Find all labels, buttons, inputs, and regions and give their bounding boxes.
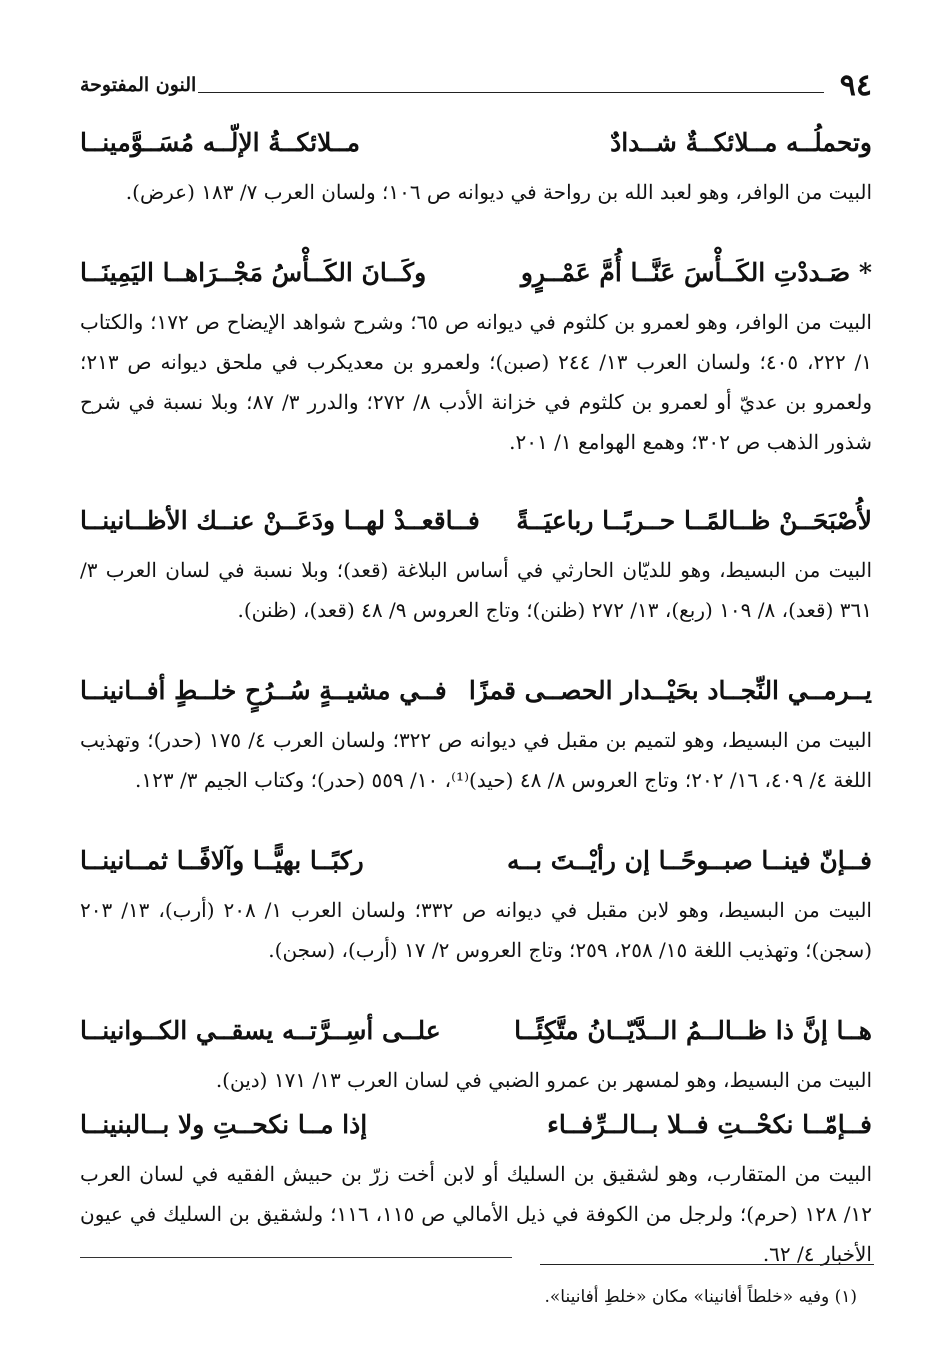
first-hemistich <box>547 1110 872 1139</box>
footnote-rule <box>540 1264 874 1265</box>
first-hemistich-text: هــا إنَّ ذا ظــالــمُ الــدَّيّــانُ متَّكِئًــا <box>514 1016 872 1045</box>
source-note: البيت من البسيط، وهو للديّان الحارثي في أساس البلاغة (قعد)؛ وبلا نسبة في لسان العرب ٣/ ٣٦١ (قعد)، ٨/ ١٠٩ (ربع)، ١٣/ ٢٧٢ (ظنن)؛ وتاج العروس ٩/ ٤٨ (قعد)، (ظنن). <box>80 558 872 622</box>
header-rule <box>198 92 824 93</box>
first-hemistich <box>610 128 872 157</box>
second-hemistich: فــي مشيــةٍ سُــرُحٍ خلــطٍ أفــانينــا <box>80 676 447 705</box>
second-hemistich: مــلائكــةُ الإلّــه مُسَــوَّمينــا <box>80 128 361 157</box>
verse-line <box>80 1110 872 1154</box>
second-hemistich: فــاقعــدْ لهــا ودَعَــنْ عنــك الأظــانينــا <box>80 506 480 535</box>
source-note: البيت من الوافر، وهو لعمرو بن كلثوم في ديوانه ص ٦٥؛ وشرح شواهد الإيضاح ص ١٧٢؛ والكتاب ١/ ٢٢٢، ٤٠٥؛ ولسان العرب ١٣/ ٢٤٤ (صبن)؛ ولعمرو بن معديكرب في ملحق ديوانه ص ٢١٣؛ ولعمرو بن عديّ أو لعمرو بن كلثوم في خزانة الأدب ٨/ ٢٧٢؛ والدرر ٣/ ٨٧؛ وبلا نسبة في شرح شذور الذهب ص ٣٠٢؛ وهمع الهوامع ١/ ٢٠١. <box>80 310 873 454</box>
first-hemistich-text: فــإمّــا نكحْــتِ فــلا بــالــرِّفــاء <box>547 1110 872 1139</box>
first-hemistich-text: يــرمــي النِّجــاد بحَيْــدار الحصــى قمزًا <box>468 676 872 705</box>
verse-entry <box>80 258 872 498</box>
first-hemistich <box>516 506 872 535</box>
verse-line <box>80 676 872 720</box>
source-note: البيت من البسيط، وهو لتميم بن مقبل في ديوانه ص ٣٢٢؛ ولسان العرب ٤/ ١٧٥ (حدر)؛ وتهذيب اللغة ٤/ ٤٠٩، ١٦/ ٢٠٢؛ وتاج العروس ٨/ ٤٨ (حيد)⁽¹⁾، ١٠/ ٥٥٩ (حدر)؛ وكتاب الجيم ٣/ ١٢٣. <box>80 728 873 792</box>
verse-marker: * <box>858 258 872 287</box>
verse-line <box>80 846 872 890</box>
source-note: البيت من المتقارب، وهو لشقيق بن السليك أو لابن أخت زرّ بن حبيش الفقيه في لسان العرب ١٢/ ١٢٨ (حرم)؛ ولرجل من الكوفة في ذيل الأمالي ص ١١٥، ١١٦؛ ولشقيق بن السليك في عيون الأخبار ٤/ ٦٢. <box>80 1162 872 1266</box>
source-note: البيت من الوافر، وهو لعبد الله بن رواحة في ديوانه ص ١٠٦؛ ولسان العرب ٧/ ١٨٣ (عرض). <box>125 180 872 204</box>
text-underline <box>80 1257 512 1258</box>
running-title: النون المفتوحة <box>80 74 197 96</box>
verse-entry <box>80 676 872 836</box>
verse-entry <box>80 1110 872 1270</box>
verse-entry <box>80 1016 872 1106</box>
first-hemistich-text: فــإنّ فينــا صبــوحًــا إن رأيْــتَ بــه <box>507 846 872 875</box>
first-hemistich-text: وتحملُــه مــلائكــةٌ شــدادٌ <box>610 128 872 157</box>
footnote: (١) وفيه «خلطاً أفانينا» مكان «خلطِ أفانينا». <box>544 1287 857 1307</box>
second-hemistich: علــى أسِــرَّتــه يسقــي الكــوانينــا <box>80 1016 441 1045</box>
source-note: البيت من البسيط، وهو لمسهر بن عمرو الضبي في لسان العرب ١٣/ ١٧١ (دين). <box>215 1068 872 1092</box>
first-hemistich <box>507 846 872 875</box>
verse-entry <box>80 506 872 666</box>
first-hemistich-text: صَـددْتِ الكَــأْسَ عَنَّــا أُمَّ عَمْــرٍو <box>520 258 851 287</box>
first-hemistich <box>521 258 872 287</box>
verse-entry <box>80 128 872 248</box>
first-hemistich <box>514 1016 872 1045</box>
verse-line <box>80 506 872 550</box>
first-hemistich-text: لأُصْبَحَــنْ ظــالمًــا حــربًــا رباعيَــةً <box>516 506 872 535</box>
second-hemistich: ركبًــا بهيًّــا وآلافًــا ثمــانينــا <box>80 846 364 875</box>
verse-line <box>80 1016 872 1060</box>
source-note: البيت من البسيط، وهو لابن مقبل في ديوانه ص ٣٣٢؛ ولسان العرب ١/ ٢٠٨ (أرب)، ١٣/ ٢٠٣ (سجن)؛ وتهذيب اللغة ١٥/ ٢٥٨، ٢٥٩؛ وتاج العروس ٢/ ١٧ (أرب)، (سجن). <box>80 898 872 962</box>
verse-line <box>80 258 872 302</box>
page-header <box>80 68 872 108</box>
second-hemistich: إذا مــا نكحــتِ ولا بــالبنينــا <box>80 1110 368 1139</box>
verse-line <box>80 128 872 172</box>
first-hemistich <box>469 676 872 705</box>
second-hemistich: وكَــانَ الكَــأْسُ مَجْــرَاهــا اليَمِينَــا <box>80 258 427 287</box>
verse-entry <box>80 846 872 1006</box>
page-number: ٩٤ <box>839 68 872 103</box>
